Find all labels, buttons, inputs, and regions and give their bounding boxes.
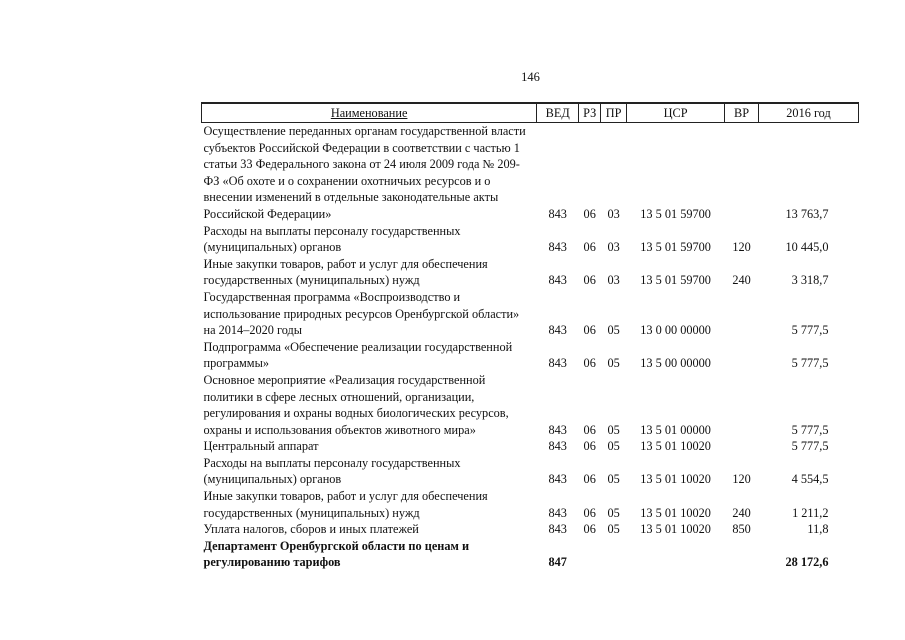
cell-rz: 06 — [583, 505, 596, 520]
cell-vr: 240 — [732, 273, 751, 288]
table-row — [202, 372, 859, 438]
cell-pr: 05 — [607, 505, 620, 520]
cell-ved: 843 — [548, 505, 567, 520]
cell-csr: 13 5 01 10020 — [640, 505, 711, 520]
cell-sum: 3 318,7 — [791, 273, 829, 288]
cell-vr: 850 — [732, 522, 751, 537]
cell-name: Департамент Оренбургской области по ценам и регулированию тарифов — [203, 538, 470, 570]
header-name: Наименование — [202, 103, 537, 123]
header-row — [202, 103, 859, 123]
cell-vr: 120 — [732, 472, 751, 487]
cell-rz: 06 — [583, 472, 596, 487]
cell-name: Расходы на выплаты персоналу государственных (муниципальных) органов — [203, 223, 461, 255]
cell-pr: 05 — [607, 522, 620, 537]
header-csr: ЦСР — [627, 103, 725, 123]
cell-csr: 13 5 01 10020 — [640, 522, 711, 537]
cell-sum: 13 763,7 — [785, 206, 829, 221]
cell-sum: 5 777,5 — [791, 422, 829, 437]
cell-name: Центральный аппарат — [203, 439, 319, 454]
cell-pr: 05 — [607, 472, 620, 487]
cell-ved: 843 — [548, 422, 567, 437]
cell-ved: 847 — [548, 555, 567, 570]
cell-sum: 5 777,5 — [791, 323, 829, 338]
cell-ved: 843 — [548, 323, 567, 338]
cell-csr: 13 0 00 00000 — [640, 323, 711, 338]
table-row — [202, 521, 859, 538]
cell-ved: 843 — [548, 240, 567, 255]
cell-rz: 06 — [583, 323, 596, 338]
cell-csr: 13 5 01 59700 — [640, 273, 711, 288]
cell-name: Иные закупки товаров, работ и услуг для обеспечения государственных (муниципальных) нужд — [203, 489, 488, 520]
cell-rz: 06 — [583, 439, 596, 454]
cell-rz: 06 — [583, 273, 596, 288]
cell-csr: 13 5 01 10020 — [640, 472, 711, 487]
cell-sum: 11,8 — [807, 522, 829, 537]
cell-sum: 1 211,2 — [792, 505, 829, 520]
header-rz: РЗ — [579, 103, 601, 123]
cell-csr: 13 5 01 59700 — [640, 206, 711, 221]
page-number-container — [0, 70, 905, 85]
table-row — [202, 256, 859, 289]
cell-pr: 05 — [607, 422, 620, 437]
cell-name: Основное мероприятие «Реализация государственной политики в сфере лесных отношений, организации, регулирования и охраны водных биологических ресурсов, охраны и использования объектов животного мира» — [203, 372, 509, 437]
table-row — [202, 488, 859, 521]
cell-vr — [725, 372, 759, 438]
cell-csr: 13 5 01 00000 — [640, 422, 711, 437]
page-number: 146 — [521, 70, 540, 84]
cell-ved: 843 — [548, 439, 567, 454]
cell-vr: 240 — [732, 505, 751, 520]
table-header — [202, 103, 859, 123]
cell-rz — [579, 538, 601, 571]
table-row — [202, 455, 859, 488]
cell-rz: 06 — [583, 356, 596, 371]
cell-csr: 13 5 01 10020 — [640, 439, 711, 454]
header-year: 2016 год — [759, 103, 859, 123]
budget-table — [201, 102, 859, 571]
cell-ved: 843 — [548, 472, 567, 487]
table-row — [202, 123, 859, 223]
cell-sum: 10 445,0 — [785, 240, 829, 255]
cell-name: Подпрограмма «Обеспечение реализации государственной программы» — [203, 339, 513, 371]
cell-ved: 843 — [548, 206, 567, 221]
table-row — [202, 538, 859, 571]
cell-rz: 06 — [583, 422, 596, 437]
cell-name: Осуществление переданных органам государственной власти субъектов Российской Федерации в соответствии с частью 1 статьи 33 Федерального закона от 24 июля 2009 года № 209-ФЗ «Об охоте и о сохранении охотничьих ресурсов и о внесении изменений в отдельные законодательные акты Российской Федерации» — [203, 124, 526, 221]
cell-rz: 06 — [583, 206, 596, 221]
table-row — [202, 339, 859, 372]
cell-sum: 28 172,6 — [785, 555, 829, 570]
cell-name: Расходы на выплаты персоналу государственных (муниципальных) органов — [203, 455, 461, 487]
cell-vr — [725, 289, 759, 339]
table-row — [202, 438, 859, 455]
cell-pr — [601, 538, 627, 571]
cell-sum: 5 777,5 — [791, 356, 829, 371]
cell-name: Государственная программа «Воспроизводство и использование природных ресурсов Оренбургской области» на 2014–2020 годы — [203, 289, 520, 338]
cell-name: Уплата налогов, сборов и иных платежей — [203, 522, 419, 537]
table-body — [202, 123, 859, 572]
cell-csr — [627, 538, 725, 571]
header-ved: ВЕД — [537, 103, 579, 123]
cell-ved: 843 — [548, 522, 567, 537]
cell-csr: 13 5 00 00000 — [640, 356, 711, 371]
table-row — [202, 289, 859, 339]
cell-rz: 06 — [583, 240, 596, 255]
cell-name: Иные закупки товаров, работ и услуг для обеспечения государственных (муниципальных) нужд — [203, 256, 488, 288]
cell-rz: 06 — [583, 522, 596, 537]
cell-sum: 4 554,5 — [791, 472, 829, 487]
cell-vr — [725, 339, 759, 372]
cell-pr: 05 — [607, 356, 620, 371]
cell-pr: 05 — [607, 439, 620, 454]
header-vr: ВР — [725, 103, 759, 123]
cell-sum: 5 777,5 — [791, 439, 829, 454]
table-row — [202, 223, 859, 256]
cell-ved: 843 — [548, 273, 567, 288]
header-pr: ПР — [601, 103, 627, 123]
cell-pr: 03 — [607, 240, 620, 255]
cell-vr: 120 — [732, 240, 751, 255]
cell-vr — [725, 123, 759, 223]
cell-pr: 03 — [607, 273, 620, 288]
cell-ved: 843 — [548, 356, 567, 371]
cell-csr: 13 5 01 59700 — [640, 240, 711, 255]
cell-vr — [725, 538, 759, 571]
cell-pr: 05 — [607, 323, 620, 338]
cell-vr — [725, 438, 759, 455]
cell-pr: 03 — [607, 206, 620, 221]
